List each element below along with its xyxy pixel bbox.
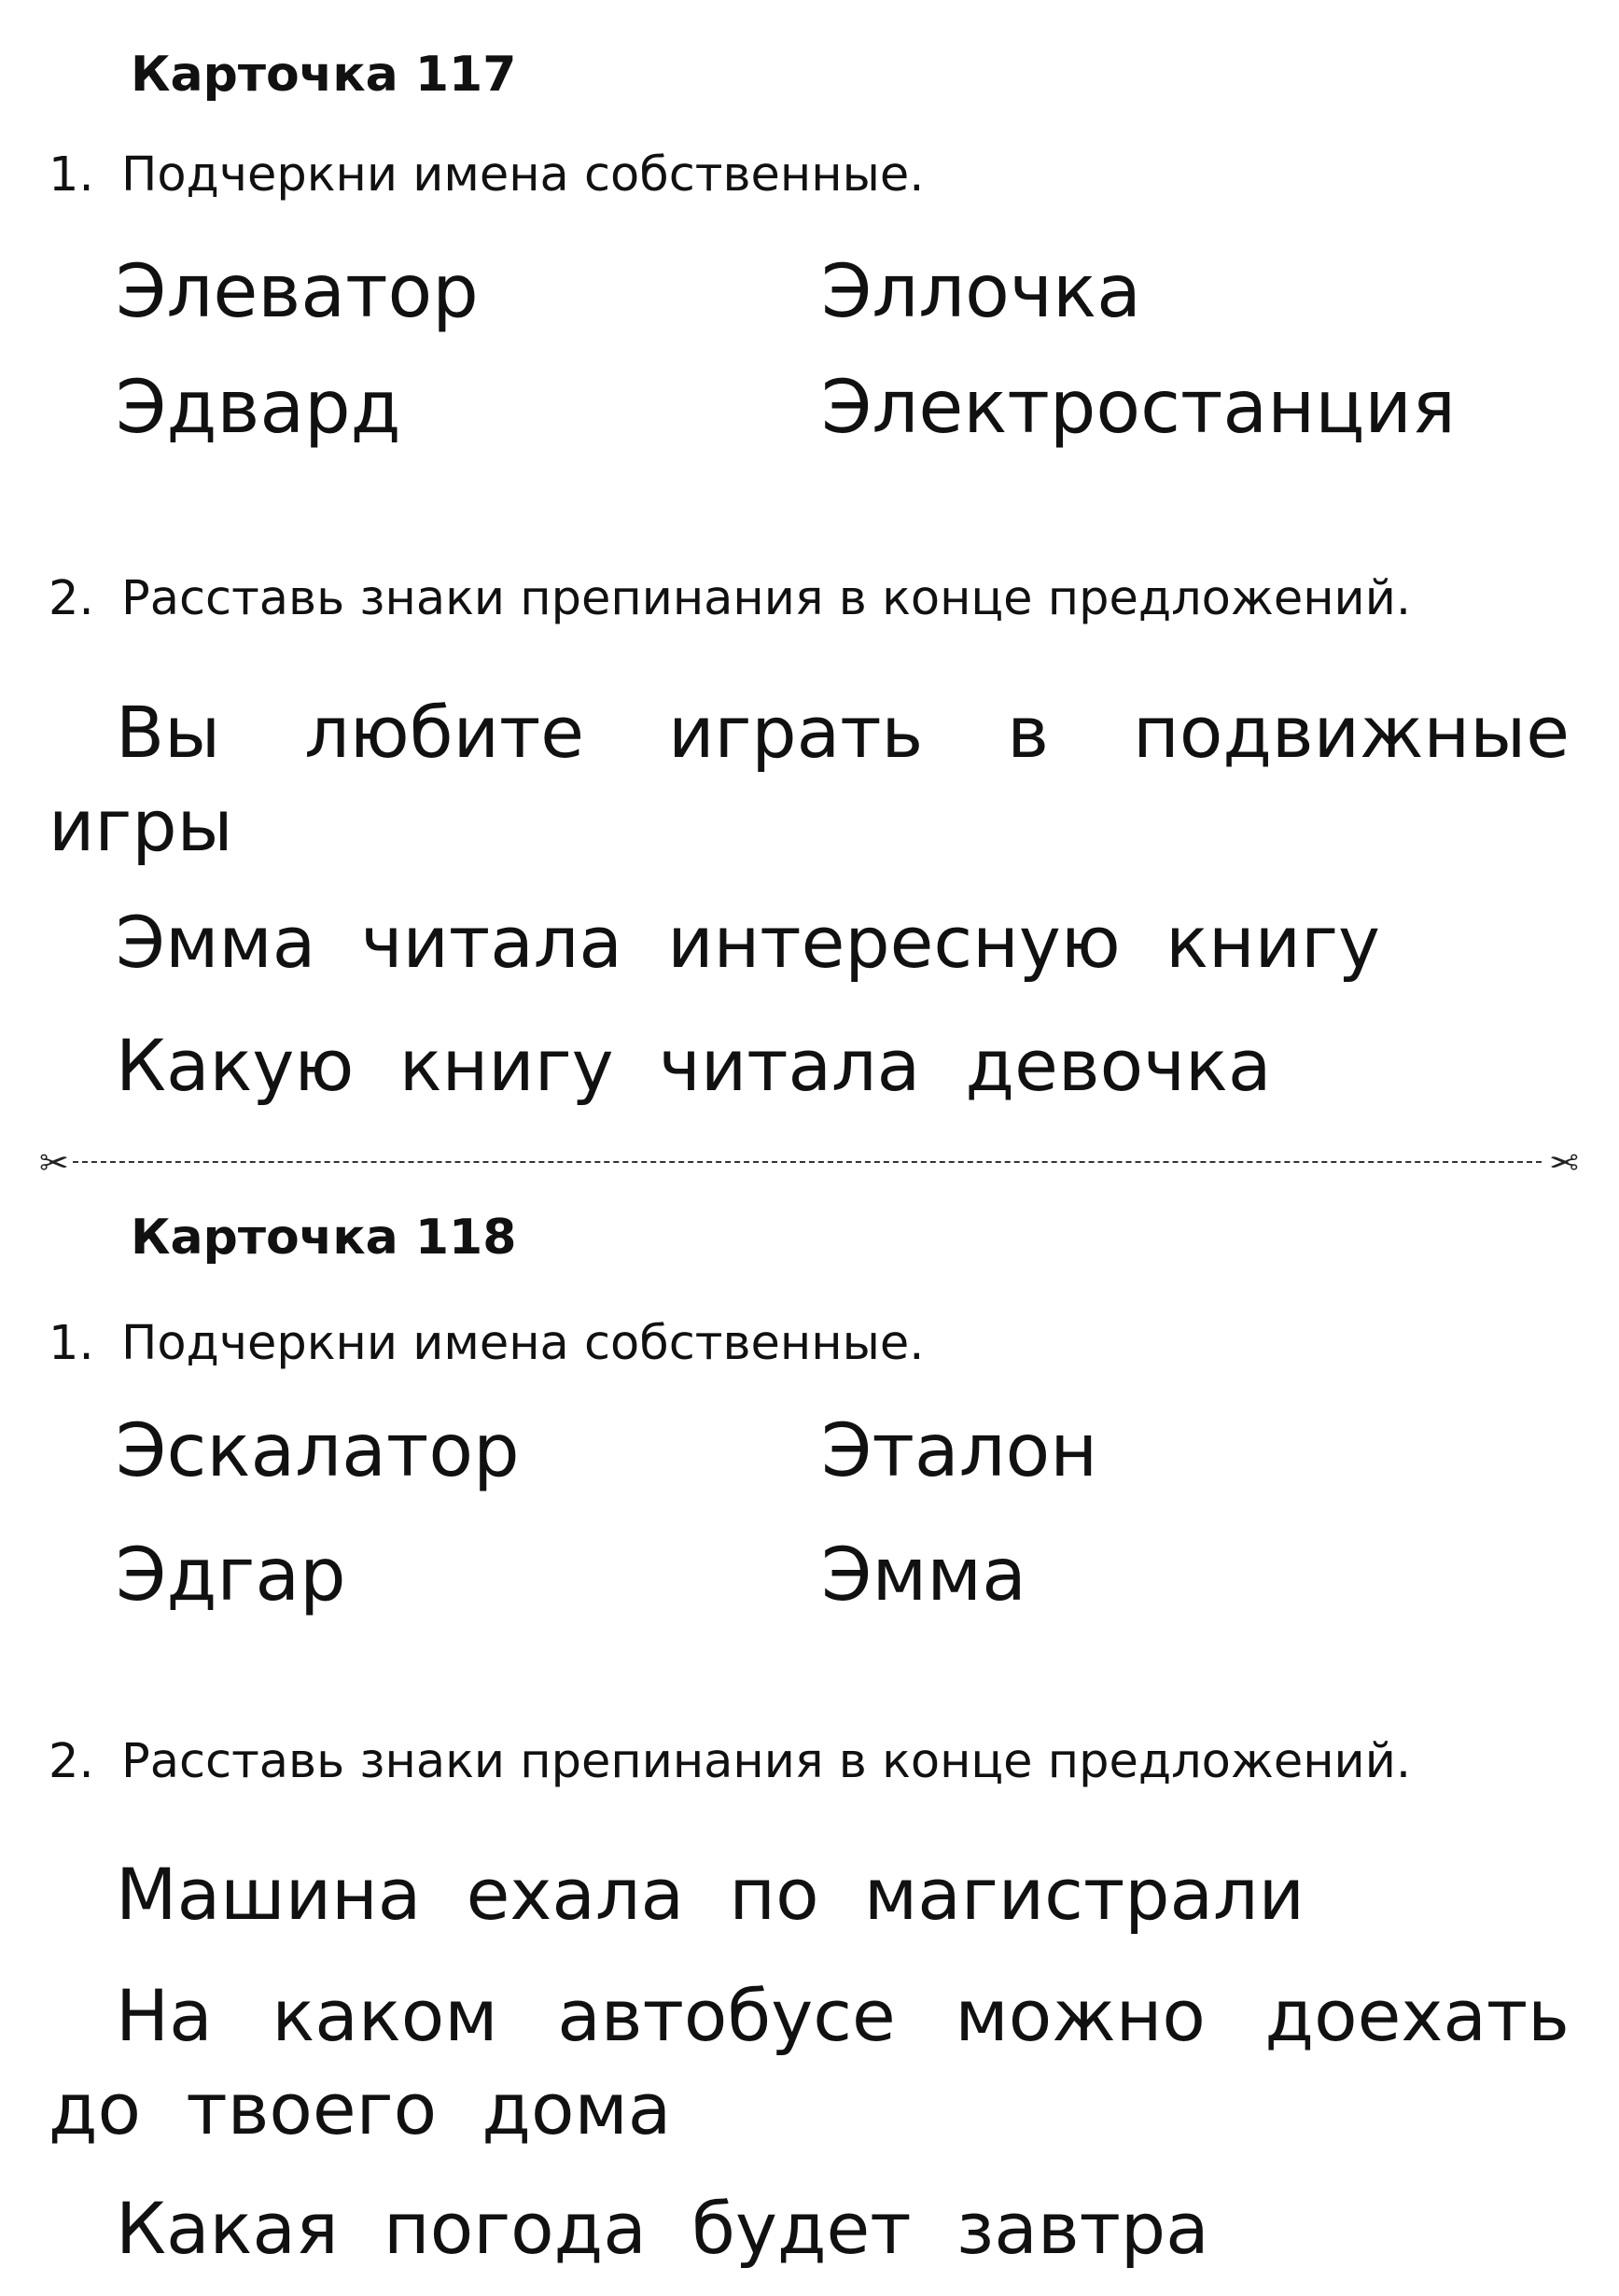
sentence: Какая погода будет завтра [116, 2187, 1209, 2270]
sentence-line: до твоего дома [49, 2067, 672, 2150]
word-item: Эталон [821, 1409, 1098, 1493]
sentence-word: доехать [1264, 1974, 1570, 2057]
sentence: Какую книгу читала девочка [116, 1024, 1272, 1107]
scissors-icon: ✂ [1549, 1142, 1579, 1183]
sentence-word: можно [955, 1974, 1206, 2057]
sentence-line: игры [49, 784, 233, 867]
task-text: Подчеркни имена собственные. [121, 1316, 925, 1371]
sentence-word: в [1007, 691, 1050, 774]
word-item: Эллочка [821, 250, 1141, 334]
word-item: Эдвард [116, 366, 401, 450]
sentence-word: автобусе [557, 1974, 896, 2057]
card-118 [0, 1167, 1619, 2296]
task-number: 2. [49, 1734, 94, 1789]
word-item: Электростанция [821, 366, 1456, 450]
task-2-instruction [49, 1734, 1411, 1790]
word-item: Элеватор [116, 250, 479, 334]
sentence-word: Вы [116, 691, 221, 774]
sentence-word: играть [668, 691, 924, 774]
task-text: Подчеркни имена собственные. [121, 147, 925, 203]
task-text: Расставь знаки препинания в конце предложений. [121, 1734, 1412, 1789]
sentence-word: любите [304, 691, 585, 774]
task-text: Расставь знаки препинания в конце предложений. [121, 571, 1412, 626]
task-1-instruction [49, 1316, 924, 1372]
word-item: Эмма [821, 1533, 1026, 1617]
sentence [49, 1969, 1570, 2156]
scissors-icon: ✂ [39, 1142, 69, 1183]
sentence-word: каком [272, 1974, 498, 2057]
word-item: Эдгар [116, 1533, 346, 1617]
sentence-word: На [116, 1974, 213, 2057]
card-title: Карточка 118 [131, 1210, 517, 1266]
sentence-line [49, 1969, 1570, 2063]
task-2-instruction [49, 571, 1411, 627]
task-1-instruction [49, 147, 924, 203]
dashed-divider [73, 1161, 1542, 1163]
task-number: 1. [49, 147, 94, 203]
word-item: Эскалатор [116, 1409, 520, 1493]
sentence [49, 686, 1570, 873]
sentence: Эмма читала интересную книгу [116, 901, 1380, 984]
sentence: Машина ехала по магистрали [116, 1853, 1305, 1936]
card-title: Карточка 117 [131, 47, 517, 103]
task-number: 1. [49, 1316, 94, 1371]
sentence-line [49, 686, 1570, 779]
task-number: 2. [49, 571, 94, 626]
sentence-word: подвижные [1133, 691, 1570, 774]
